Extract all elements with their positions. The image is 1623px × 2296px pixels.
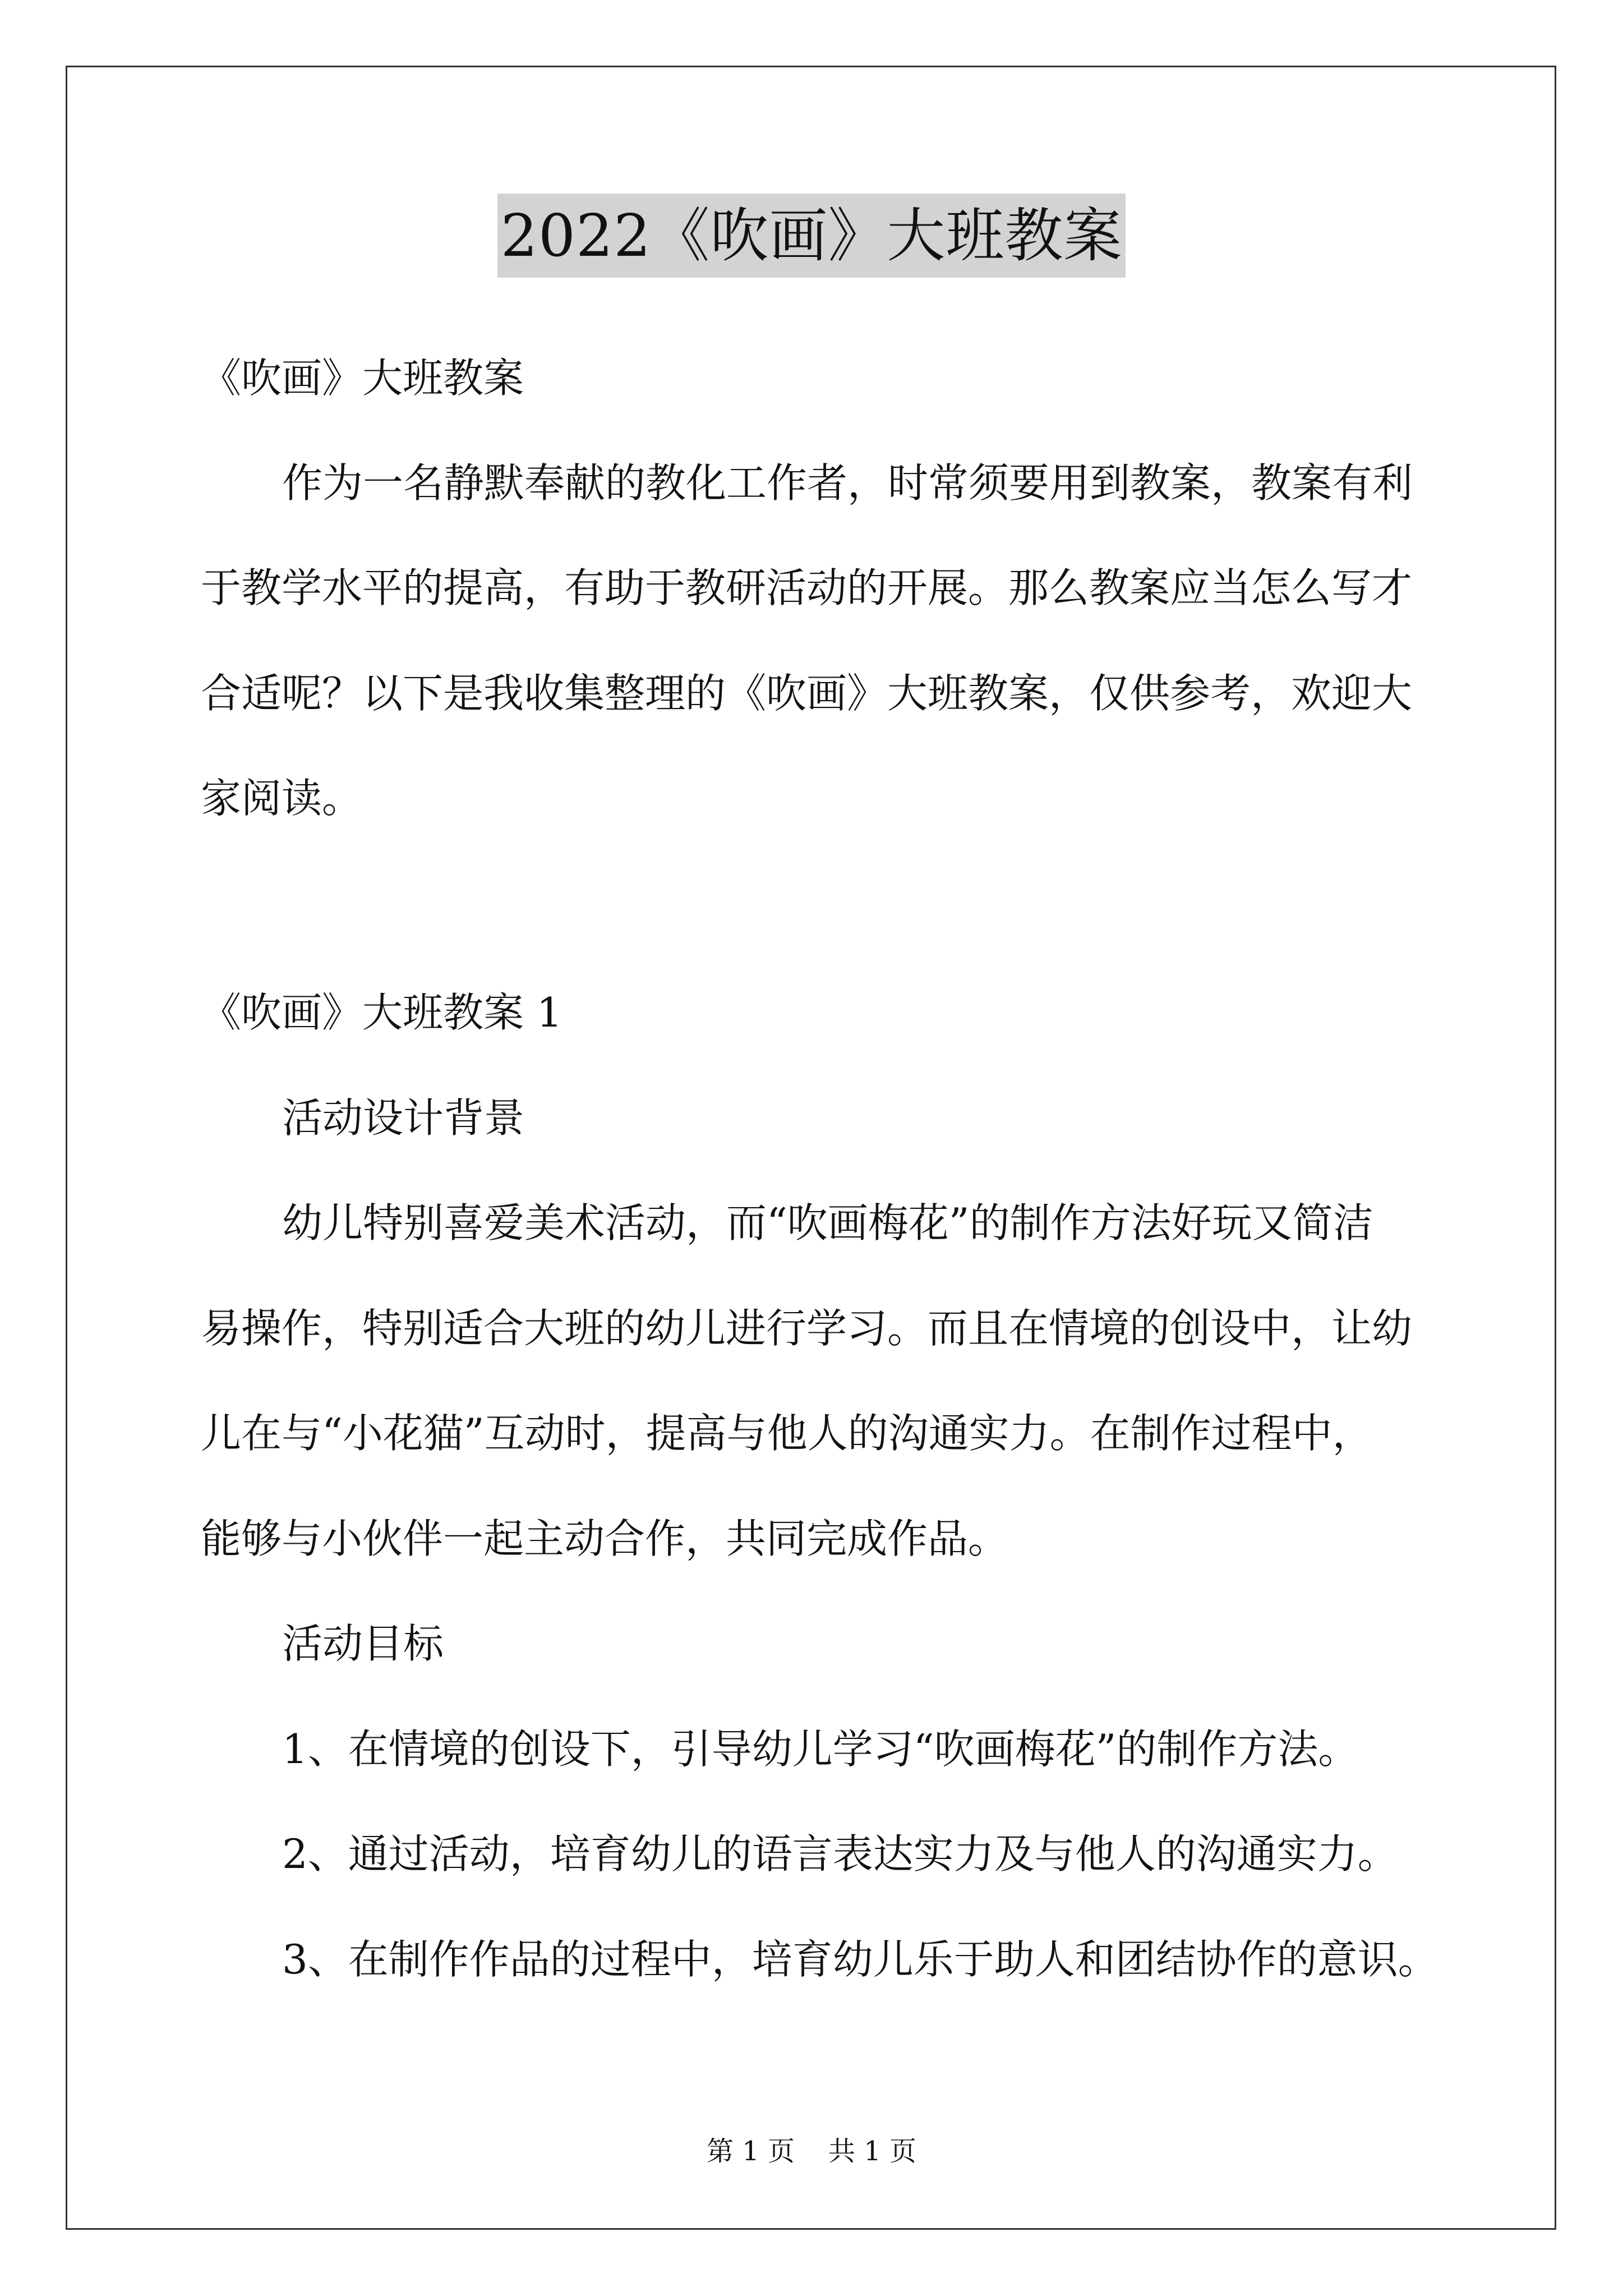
goals-heading: 活动目标 [282, 1620, 444, 1667]
background-line: 能够与小伙伴一起主动合作，共同完成作品。 [201, 1515, 1009, 1562]
intro-line: 家阅读。 [201, 775, 363, 822]
intro-line: 作为一名静默奉献的教化工作者，时常须要用到教案，教案有利 [282, 459, 1413, 507]
background-line: 儿在与“小花猫”互动时，提高与他人的沟通实力。在制作过程中， [201, 1410, 1373, 1457]
goal-item: 3、在制作作品的过程中，培育幼儿乐于助人和团结协作的意识。 [282, 1936, 1438, 1983]
intro-line: 合适呢？以下是我收集整理的《吹画》大班教案，仅供参考，欢迎大 [201, 670, 1413, 717]
background-heading: 活动设计背景 [282, 1094, 525, 1142]
page-total: 共 1 页 [828, 2136, 917, 2167]
page-number: 第 1 页 [706, 2136, 795, 2167]
background-line: 幼儿特别喜爱美术活动，而“吹画梅花”的制作方法好玩又简洁 [282, 1199, 1373, 1246]
subtitle: 《吹画》大班教案 [201, 355, 524, 402]
title-container [0, 194, 1623, 278]
intro-line: 于教学水平的提高，有助于教研活动的开展。那么教案应当怎么写才 [201, 564, 1413, 611]
goal-item: 2、通过活动，培育幼儿的语言表达实力及与他人的沟通实力。 [282, 1830, 1398, 1878]
background-line: 易操作，特别适合大班的幼儿进行学习。而且在情境的创设中，让幼 [201, 1305, 1413, 1352]
section-title: 《吹画》大班教案 1 [201, 989, 562, 1036]
goal-item: 1、在情境的创设下，引导幼儿学习“吹画梅花”的制作方法。 [282, 1726, 1359, 1773]
document-title: 2022《吹画》大班教案 [497, 194, 1126, 278]
page-footer [0, 2134, 1623, 2168]
